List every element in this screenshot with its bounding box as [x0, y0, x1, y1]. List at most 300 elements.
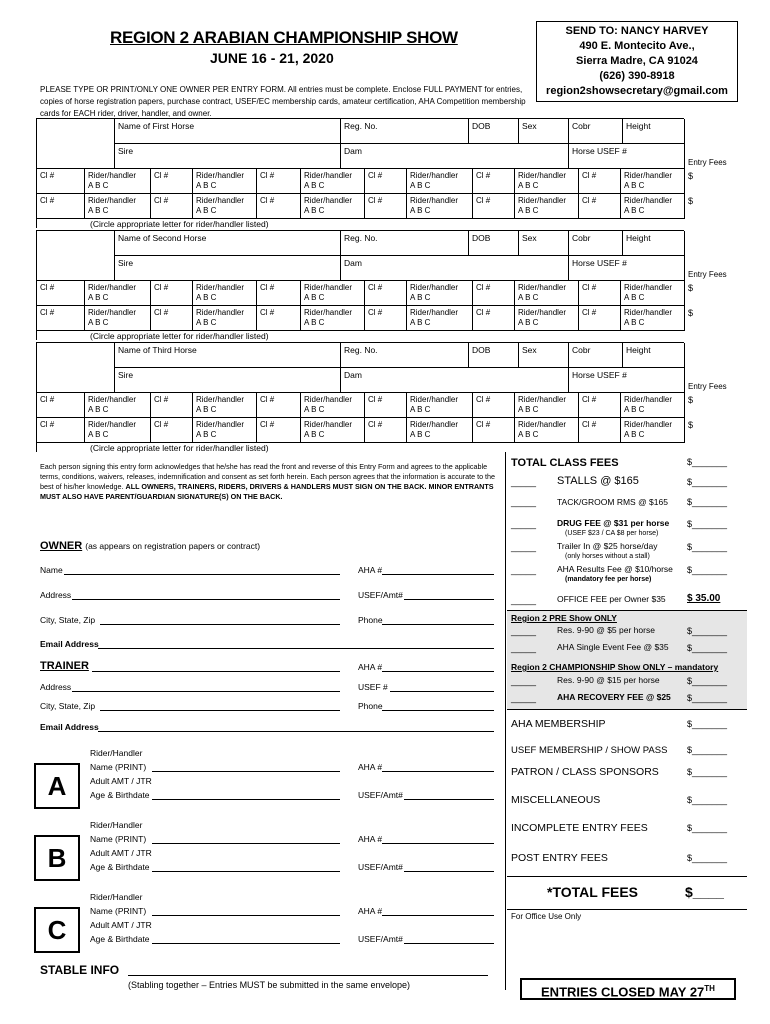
- class-number-cell[interactable]: [151, 393, 193, 418]
- entries-closed-box: ENTRIES CLOSED MAY 27TH: [520, 978, 736, 1000]
- rider-handler-cell[interactable]: [515, 169, 579, 194]
- trainer-phone-field[interactable]: [382, 710, 494, 711]
- rider-usef-field[interactable]: [404, 871, 494, 872]
- misc-field[interactable]: $_______: [687, 795, 728, 805]
- horse-usef-cell[interactable]: [569, 144, 685, 169]
- owner-aha-label: AHA #: [358, 565, 383, 575]
- rider-handler-label: Rider/handler: [410, 308, 459, 317]
- owner-phone-label: Phone: [358, 615, 383, 625]
- rider-letter-options[interactable]: A B C: [304, 206, 325, 215]
- rider-handler-label: Rider/handler: [304, 420, 353, 429]
- class-number-cell[interactable]: [37, 418, 85, 443]
- total-class-fees-field[interactable]: $_______: [687, 457, 728, 467]
- height-cell[interactable]: [623, 343, 685, 368]
- rider-letter-options[interactable]: A B C: [624, 206, 645, 215]
- class-number-label: Cl #: [260, 420, 275, 429]
- rider-letter-options[interactable]: A B C: [518, 430, 539, 439]
- rider-handler-label: Rider/handler: [88, 171, 137, 180]
- entry-fee-dollar[interactable]: $: [688, 308, 694, 318]
- rider-handler-cell[interactable]: [515, 393, 579, 418]
- color-cell-label: Cobr: [572, 345, 591, 355]
- drug-fee-label: DRUG FEE @ $31 per horse: [557, 518, 670, 528]
- rider-handler-cell[interactable]: [193, 306, 257, 331]
- aha-single-field[interactable]: $_______: [687, 643, 728, 653]
- owner-aha-field[interactable]: [382, 574, 494, 575]
- rider-letter-options[interactable]: A B C: [624, 181, 645, 190]
- height-cell[interactable]: [623, 119, 685, 144]
- class-number-cell[interactable]: [37, 194, 85, 219]
- class-number-cell[interactable]: [579, 393, 621, 418]
- usef-pass-field[interactable]: $_______: [687, 745, 728, 755]
- reg-no-cell[interactable]: [341, 119, 469, 144]
- rider-handler-cell[interactable]: [301, 169, 365, 194]
- rider-name-field[interactable]: [152, 843, 340, 844]
- rider-letter-options[interactable]: A B C: [88, 181, 109, 190]
- rider-l3-label: Adult AMT / JTR: [90, 848, 152, 858]
- owner-address-field[interactable]: [72, 599, 340, 600]
- class-number-cell[interactable]: [365, 194, 407, 219]
- height-cell-label: Height: [626, 233, 651, 243]
- class-number-cell[interactable]: [151, 194, 193, 219]
- rider-letter-options[interactable]: A B C: [88, 293, 109, 302]
- rider-letter-options[interactable]: A B C: [196, 181, 217, 190]
- rider-letter-options[interactable]: A B C: [196, 206, 217, 215]
- color-cell[interactable]: [569, 231, 623, 256]
- entry-fee-dollar[interactable]: $: [688, 283, 694, 293]
- rider-handler-cell[interactable]: [515, 306, 579, 331]
- rider-handler-cell[interactable]: [301, 306, 365, 331]
- horse-usef-cell[interactable]: [569, 368, 685, 393]
- rider-l3-label: Adult AMT / JTR: [90, 776, 152, 786]
- class-number-label: Cl #: [368, 171, 383, 180]
- rider-age-field[interactable]: [152, 871, 340, 872]
- owner-email-label: Email Address: [40, 639, 99, 649]
- class-number-cell[interactable]: [37, 169, 85, 194]
- rider-letter-box: A: [34, 763, 80, 809]
- class-number-cell[interactable]: [365, 169, 407, 194]
- pre-show-heading: Region 2 PRE Show ONLY: [511, 613, 617, 623]
- entry-fees-label: Entry Fees: [688, 382, 727, 391]
- fees-divider: [505, 452, 506, 990]
- trainer-city-label: City, State, Zip: [40, 701, 96, 711]
- champ-section: Region 2 CHAMPIONSHIP Show ONLY – mandatory _____ Res. 9-90 @ $15 per horse $_______ _____ AHA RECOVERY FEE @ $25 $_______: [507, 659, 747, 710]
- rider-handler-cell[interactable]: [85, 418, 151, 443]
- aha-results-field[interactable]: $_______: [687, 565, 728, 575]
- class-number-label: Cl #: [582, 283, 597, 292]
- dam-cell[interactable]: [341, 368, 569, 393]
- rider-handler-label: Rider/handler: [196, 395, 245, 404]
- rider-handler-cell[interactable]: [621, 306, 685, 331]
- rider-letter-options[interactable]: A B C: [410, 293, 431, 302]
- class-number-cell[interactable]: [365, 418, 407, 443]
- rider-handler-label: Rider/handler: [304, 283, 353, 292]
- horse-block: [36, 230, 684, 340]
- rider-handler-cell[interactable]: [301, 393, 365, 418]
- aha-results-label: AHA Results Fee @ $10/horse: [557, 564, 673, 574]
- form-title: REGION 2 ARABIAN CHAMPIONSHIP SHOW: [110, 28, 458, 47]
- trainer-usef-field[interactable]: [390, 691, 494, 692]
- rider-letter-options[interactable]: A B C: [196, 318, 217, 327]
- reg-no-cell[interactable]: [341, 343, 469, 368]
- aha-membership-field[interactable]: $_______: [687, 719, 728, 729]
- class-number-cell[interactable]: [151, 418, 193, 443]
- sex-cell[interactable]: [519, 231, 569, 256]
- horse-name-cell[interactable]: [115, 119, 341, 144]
- fees-panel: TOTAL CLASS FEES $_______ _____ STALLS @ $165 $_______ _____ TACK/GROOM RMS @ $165 $_______ _____ DRUG FEE @ $31 per horse $_______ (USEF $23 / CA $8 per horse) _____ Trailer In @ $25 horse/day $_______ (only horses without a stall) _____ AHA Results Fee @ $10/horse $_______ (mandatory fee per horse) _____ OFFICE FEE per Owner $35 $ 35.00 Region 2 PRE Show ONLY _____ Res. 9-90 @ $5 per horse $_______ _____ AHA Single Event Fee @ $35 $_______ Region 2 CHAMPIONSHIP Show ONLY – mandatory _____ Res. 9-90 @ $15 per horse $_______ _____ AHA RECOVERY FEE @ $25 $_______ AHA MEMBERSHIP $_______ USEF MEMBERSHIP / SHOW PASS $_______ PATRON / CLASS SPONSORS $_______ MISCELLANEOUS $_______ INCOMPLETE ENTRY FEES $_______ POST ENTRY FEES $_______ *TOTAL FEES $____ For Office Use Only: [507, 452, 747, 982]
- class-number-label: Cl #: [476, 308, 491, 317]
- rider-handler-cell[interactable]: [193, 418, 257, 443]
- rider-handler-cell[interactable]: [193, 169, 257, 194]
- sire-cell[interactable]: [115, 144, 341, 169]
- rider-handler-cell[interactable]: [407, 169, 473, 194]
- rider-letter-options[interactable]: A B C: [196, 293, 217, 302]
- class-number-cell[interactable]: [257, 194, 301, 219]
- patron-field[interactable]: $_______: [687, 767, 728, 777]
- rider-usef-field[interactable]: [404, 799, 494, 800]
- entry-fees-label: Entry Fees: [688, 270, 727, 279]
- class-number-label: Cl #: [368, 283, 383, 292]
- rider-letter-options[interactable]: A B C: [304, 430, 325, 439]
- dob-cell-label: DOB: [472, 345, 491, 355]
- dam-cell[interactable]: [341, 144, 569, 169]
- rider-letter-options[interactable]: A B C: [518, 293, 539, 302]
- height-cell-label: Height: [626, 345, 651, 355]
- reg-no-cell-label: Reg. No.: [344, 233, 378, 243]
- rider-letter-options[interactable]: A B C: [518, 318, 539, 327]
- rider-l4-label: Age & Birthdate: [90, 934, 150, 944]
- rider-letter-options[interactable]: A B C: [88, 206, 109, 215]
- trainer-city-field[interactable]: [100, 710, 340, 711]
- rider-age-field[interactable]: [152, 943, 340, 944]
- rider-handler-cell[interactable]: [621, 194, 685, 219]
- rider-aha-field[interactable]: [382, 915, 494, 916]
- entry-fee-dollar[interactable]: $: [688, 196, 694, 206]
- rider-handler-label: Rider/handler: [410, 283, 459, 292]
- dob-cell[interactable]: [469, 231, 519, 256]
- class-number-label: Cl #: [154, 196, 169, 205]
- class-number-label: Cl #: [368, 395, 383, 404]
- class-number-cell[interactable]: [579, 306, 621, 331]
- send-to-line: 490 E. Montecito Ave.,: [579, 40, 695, 52]
- rider-letter-options[interactable]: A B C: [304, 318, 325, 327]
- rider-handler-cell[interactable]: [193, 194, 257, 219]
- rider-letter-options[interactable]: A B C: [88, 318, 109, 327]
- rider-handler-label: Rider/handler: [88, 196, 137, 205]
- rider-handler-cell[interactable]: [621, 281, 685, 306]
- rider-usef-label: USEF/Amt#: [358, 790, 403, 800]
- color-cell-label: Cobr: [572, 233, 591, 243]
- drug-fee-note: (USEF $23 / CA $8 per horse): [565, 530, 659, 537]
- champ-res-label: Res. 9-90 @ $15 per horse: [557, 675, 660, 685]
- trainer-aha-field[interactable]: [382, 671, 494, 672]
- rider-handler-cell[interactable]: [193, 393, 257, 418]
- dob-cell-label: DOB: [472, 233, 491, 243]
- class-number-label: Cl #: [154, 171, 169, 180]
- trainer-name-field[interactable]: [92, 671, 340, 672]
- rider-handler-cell[interactable]: [301, 281, 365, 306]
- dob-cell[interactable]: [469, 119, 519, 144]
- class-number-cell[interactable]: [257, 306, 301, 331]
- class-number-label: Cl #: [582, 395, 597, 404]
- class-number-cell[interactable]: [37, 306, 85, 331]
- class-number-cell[interactable]: [365, 393, 407, 418]
- blank-cell: [37, 343, 115, 393]
- owner-phone-field[interactable]: [382, 624, 494, 625]
- rider-handler-label: Rider/handler: [88, 308, 137, 317]
- dam-cell-label: Dam: [344, 258, 362, 268]
- rider-letter-options[interactable]: A B C: [410, 430, 431, 439]
- entry-fee-dollar[interactable]: $: [688, 395, 694, 405]
- class-number-cell[interactable]: [473, 194, 515, 219]
- rider-letter-options[interactable]: A B C: [410, 181, 431, 190]
- rider-age-field[interactable]: [152, 799, 340, 800]
- total-fees-label: *TOTAL FEES: [547, 884, 639, 900]
- owner-city-field[interactable]: [100, 624, 340, 625]
- class-number-cell[interactable]: [473, 393, 515, 418]
- patron-label: PATRON / CLASS SPONSORS: [511, 766, 659, 778]
- rider-handler-cell[interactable]: [85, 393, 151, 418]
- rider-handler-cell[interactable]: [621, 169, 685, 194]
- total-fees-field[interactable]: $____: [685, 884, 724, 900]
- sex-cell[interactable]: [519, 119, 569, 144]
- rider-handler-cell[interactable]: [515, 418, 579, 443]
- class-number-label: Cl #: [154, 395, 169, 404]
- aha-single-label: AHA Single Event Fee @ $35: [557, 642, 669, 652]
- class-number-cell[interactable]: [257, 393, 301, 418]
- rider-handler-label: Rider/handler: [410, 171, 459, 180]
- rider-handler-cell[interactable]: [407, 194, 473, 219]
- color-cell-label: Cobr: [572, 121, 591, 131]
- class-number-cell[interactable]: [579, 194, 621, 219]
- horse-name-cell[interactable]: [115, 343, 341, 368]
- class-number-label: Cl #: [476, 171, 491, 180]
- rider-letter-options[interactable]: A B C: [518, 181, 539, 190]
- sire-cell[interactable]: [115, 368, 341, 393]
- color-cell[interactable]: [569, 119, 623, 144]
- champ-res-field[interactable]: $_______: [687, 676, 728, 686]
- rider-name-field[interactable]: [152, 915, 340, 916]
- rider-name-field[interactable]: [152, 771, 340, 772]
- class-number-cell[interactable]: [473, 306, 515, 331]
- rider-handler-label: Rider/handler: [410, 420, 459, 429]
- reg-no-cell[interactable]: [341, 231, 469, 256]
- horse-usef-cell-label: Horse USEF #: [572, 370, 627, 380]
- rider-letter-options[interactable]: A B C: [88, 430, 109, 439]
- stalls-field[interactable]: $_______: [687, 477, 728, 487]
- sex-cell-label: Sex: [522, 345, 537, 355]
- agreement-text: Each person signing this entry form acknowledges that he/she has read the front and reverse of this Entry Form and agrees to the applicable terms, conditions, waivers, releases, indemnification and consent as set forth herein. Each person agrees that the information is accurate to the best of his/her knowledge. ALL OWNERS, TRAINERS, RIDERS, DRIVERS & HANDLERS MUST SIGN ON THE BACK. MINOR ENTRANTS MUST ALSO HAVE PARENT/GUARDIAN SIGNATURE(S) ON THE BACK.: [40, 462, 496, 501]
- class-number-cell[interactable]: [37, 393, 85, 418]
- rider-aha-field[interactable]: [382, 843, 494, 844]
- rider-handler-label: Rider/handler: [88, 395, 137, 404]
- class-number-cell[interactable]: [37, 281, 85, 306]
- rider-l1-label: Rider/Handler: [90, 892, 143, 902]
- horse-block: [36, 342, 684, 452]
- rider-handler-cell[interactable]: [85, 281, 151, 306]
- class-number-label: Cl #: [40, 395, 55, 404]
- owner-address-label: Address: [40, 590, 72, 600]
- class-number-cell[interactable]: [257, 281, 301, 306]
- incomplete-label: INCOMPLETE ENTRY FEES: [511, 822, 648, 834]
- sire-cell-label: Sire: [118, 370, 134, 380]
- owner-email-field[interactable]: [98, 648, 494, 649]
- rider-aha-label: AHA #: [358, 834, 383, 844]
- sire-cell[interactable]: [115, 256, 341, 281]
- class-number-label: Cl #: [582, 420, 597, 429]
- rider-letter-options[interactable]: A B C: [624, 293, 645, 302]
- send-to-box: [536, 21, 738, 102]
- stable-field[interactable]: [128, 975, 488, 976]
- pre-show-section: Region 2 PRE Show ONLY _____ Res. 9-90 @ $5 per horse $_______ _____ AHA Single Event Fee @ $35 $_______: [507, 610, 747, 660]
- class-number-cell[interactable]: [365, 281, 407, 306]
- rider-handler-cell[interactable]: [85, 194, 151, 219]
- entry-fee-dollar[interactable]: $: [688, 171, 694, 181]
- rider-handler-label: Rider/handler: [624, 308, 673, 317]
- owner-usef-field[interactable]: [404, 599, 494, 600]
- post-entry-field[interactable]: $_______: [687, 853, 728, 863]
- horse-name-cell-label: Name of First Horse: [118, 121, 195, 131]
- horse-name-cell[interactable]: [115, 231, 341, 256]
- blank-cell: [37, 231, 115, 281]
- class-number-label: Cl #: [476, 283, 491, 292]
- owner-name-field[interactable]: [64, 574, 340, 575]
- sex-cell-label: Sex: [522, 121, 537, 131]
- height-cell-label: Height: [626, 121, 651, 131]
- class-number-label: Cl #: [368, 196, 383, 205]
- horse-usef-cell-label: Horse USEF #: [572, 258, 627, 268]
- rider-l1-label: Rider/Handler: [90, 820, 143, 830]
- rider-handler-label: Rider/handler: [88, 283, 137, 292]
- class-number-cell[interactable]: [579, 169, 621, 194]
- class-number-cell[interactable]: [151, 281, 193, 306]
- rider-handler-cell[interactable]: [515, 194, 579, 219]
- class-number-cell[interactable]: [151, 306, 193, 331]
- rider-handler-cell[interactable]: [407, 393, 473, 418]
- sex-cell-label: Sex: [522, 233, 537, 243]
- class-number-cell[interactable]: [257, 418, 301, 443]
- horse-name-cell-label: Name of Third Horse: [118, 345, 197, 355]
- sex-cell[interactable]: [519, 343, 569, 368]
- rider-handler-cell[interactable]: [407, 281, 473, 306]
- trainer-heading: TRAINER: [40, 660, 89, 672]
- rider-l4-label: Age & Birthdate: [90, 790, 150, 800]
- class-number-label: Cl #: [40, 283, 55, 292]
- pre-res-field[interactable]: $_______: [687, 626, 728, 636]
- trainer-address-field[interactable]: [72, 691, 340, 692]
- rider-letter-options[interactable]: A B C: [304, 293, 325, 302]
- rider-letter-options[interactable]: A B C: [624, 430, 645, 439]
- class-number-cell[interactable]: [579, 281, 621, 306]
- horse-usef-cell[interactable]: [569, 256, 685, 281]
- rider-handler-cell[interactable]: [85, 169, 151, 194]
- rider-letter-options[interactable]: A B C: [518, 206, 539, 215]
- dam-cell-label: Dam: [344, 370, 362, 380]
- rider-l2-label: Name (PRINT): [90, 834, 147, 844]
- class-number-label: Cl #: [260, 308, 275, 317]
- rider-letter-options[interactable]: A B C: [624, 318, 645, 327]
- total-fees-row: [507, 876, 747, 910]
- class-number-label: Cl #: [40, 171, 55, 180]
- rider-handler-cell[interactable]: [85, 306, 151, 331]
- class-number-cell[interactable]: [473, 281, 515, 306]
- rider-handler-cell[interactable]: [407, 306, 473, 331]
- trainer-phone-label: Phone: [358, 701, 383, 711]
- rider-letter-options[interactable]: A B C: [196, 430, 217, 439]
- rider-letter-options[interactable]: A B C: [304, 405, 325, 414]
- rider-letter-options[interactable]: A B C: [518, 405, 539, 414]
- rider-aha-label: AHA #: [358, 762, 383, 772]
- rider-handler-cell[interactable]: [621, 418, 685, 443]
- trainer-usef-label: USEF #: [358, 682, 388, 692]
- rider-letter-options[interactable]: A B C: [624, 405, 645, 414]
- owner-city-label: City, State, Zip: [40, 615, 96, 625]
- class-number-label: Cl #: [260, 395, 275, 404]
- class-number-cell[interactable]: [151, 169, 193, 194]
- class-number-cell[interactable]: [473, 418, 515, 443]
- class-number-cell[interactable]: [579, 418, 621, 443]
- rider-usef-field[interactable]: [404, 943, 494, 944]
- dob-cell[interactable]: [469, 343, 519, 368]
- class-number-label: Cl #: [476, 196, 491, 205]
- rider-usef-label: USEF/Amt#: [358, 862, 403, 872]
- class-number-cell[interactable]: [473, 169, 515, 194]
- reg-no-cell-label: Reg. No.: [344, 121, 378, 131]
- rider-letter-box: C: [34, 907, 80, 953]
- rider-handler-cell[interactable]: [301, 194, 365, 219]
- rider-handler-cell[interactable]: [621, 393, 685, 418]
- tack-label: TACK/GROOM RMS @ $165: [557, 497, 668, 507]
- dob-cell-label: DOB: [472, 121, 491, 131]
- rider-handler-label: Rider/handler: [410, 196, 459, 205]
- aha-membership-label: AHA MEMBERSHIP: [511, 718, 606, 730]
- height-cell[interactable]: [623, 231, 685, 256]
- drug-fee-field[interactable]: $_______: [687, 519, 728, 529]
- rider-letter-options[interactable]: A B C: [410, 405, 431, 414]
- tack-field[interactable]: $_______: [687, 497, 728, 507]
- dam-cell[interactable]: [341, 256, 569, 281]
- trainer-email-field[interactable]: [98, 731, 494, 732]
- rider-letter-options[interactable]: A B C: [196, 405, 217, 414]
- rider-handler-label: Rider/handler: [624, 171, 673, 180]
- rider-letter-box: B: [34, 835, 80, 881]
- rider-l1-label: Rider/Handler: [90, 748, 143, 758]
- rider-letter-options[interactable]: A B C: [410, 318, 431, 327]
- rider-aha-field[interactable]: [382, 771, 494, 772]
- color-cell[interactable]: [569, 343, 623, 368]
- incomplete-field[interactable]: $_______: [687, 823, 728, 833]
- rider-letter-options[interactable]: A B C: [88, 405, 109, 414]
- rider-letter-options[interactable]: A B C: [410, 206, 431, 215]
- rider-letter-options[interactable]: A B C: [304, 181, 325, 190]
- rider-handler-cell[interactable]: [193, 281, 257, 306]
- circle-note: (Circle appropriate letter for rider/handler listed): [90, 219, 269, 229]
- circle-note: (Circle appropriate letter for rider/handler listed): [90, 331, 269, 341]
- class-number-cell[interactable]: [365, 306, 407, 331]
- rider-handler-cell[interactable]: [515, 281, 579, 306]
- class-number-cell[interactable]: [257, 169, 301, 194]
- rider-usef-label: USEF/Amt#: [358, 934, 403, 944]
- rider-handler-cell[interactable]: [407, 418, 473, 443]
- trailer-field[interactable]: $_______: [687, 542, 728, 552]
- recovery-field[interactable]: $_______: [687, 693, 728, 703]
- rider-handler-label: Rider/handler: [518, 395, 567, 404]
- rider-handler-label: Rider/handler: [304, 395, 353, 404]
- class-number-label: Cl #: [582, 171, 597, 180]
- horse-name-cell-label: Name of Second Horse: [118, 233, 207, 243]
- entry-fee-dollar[interactable]: $: [688, 420, 694, 430]
- class-number-label: Cl #: [40, 420, 55, 429]
- rider-handler-cell[interactable]: [301, 418, 365, 443]
